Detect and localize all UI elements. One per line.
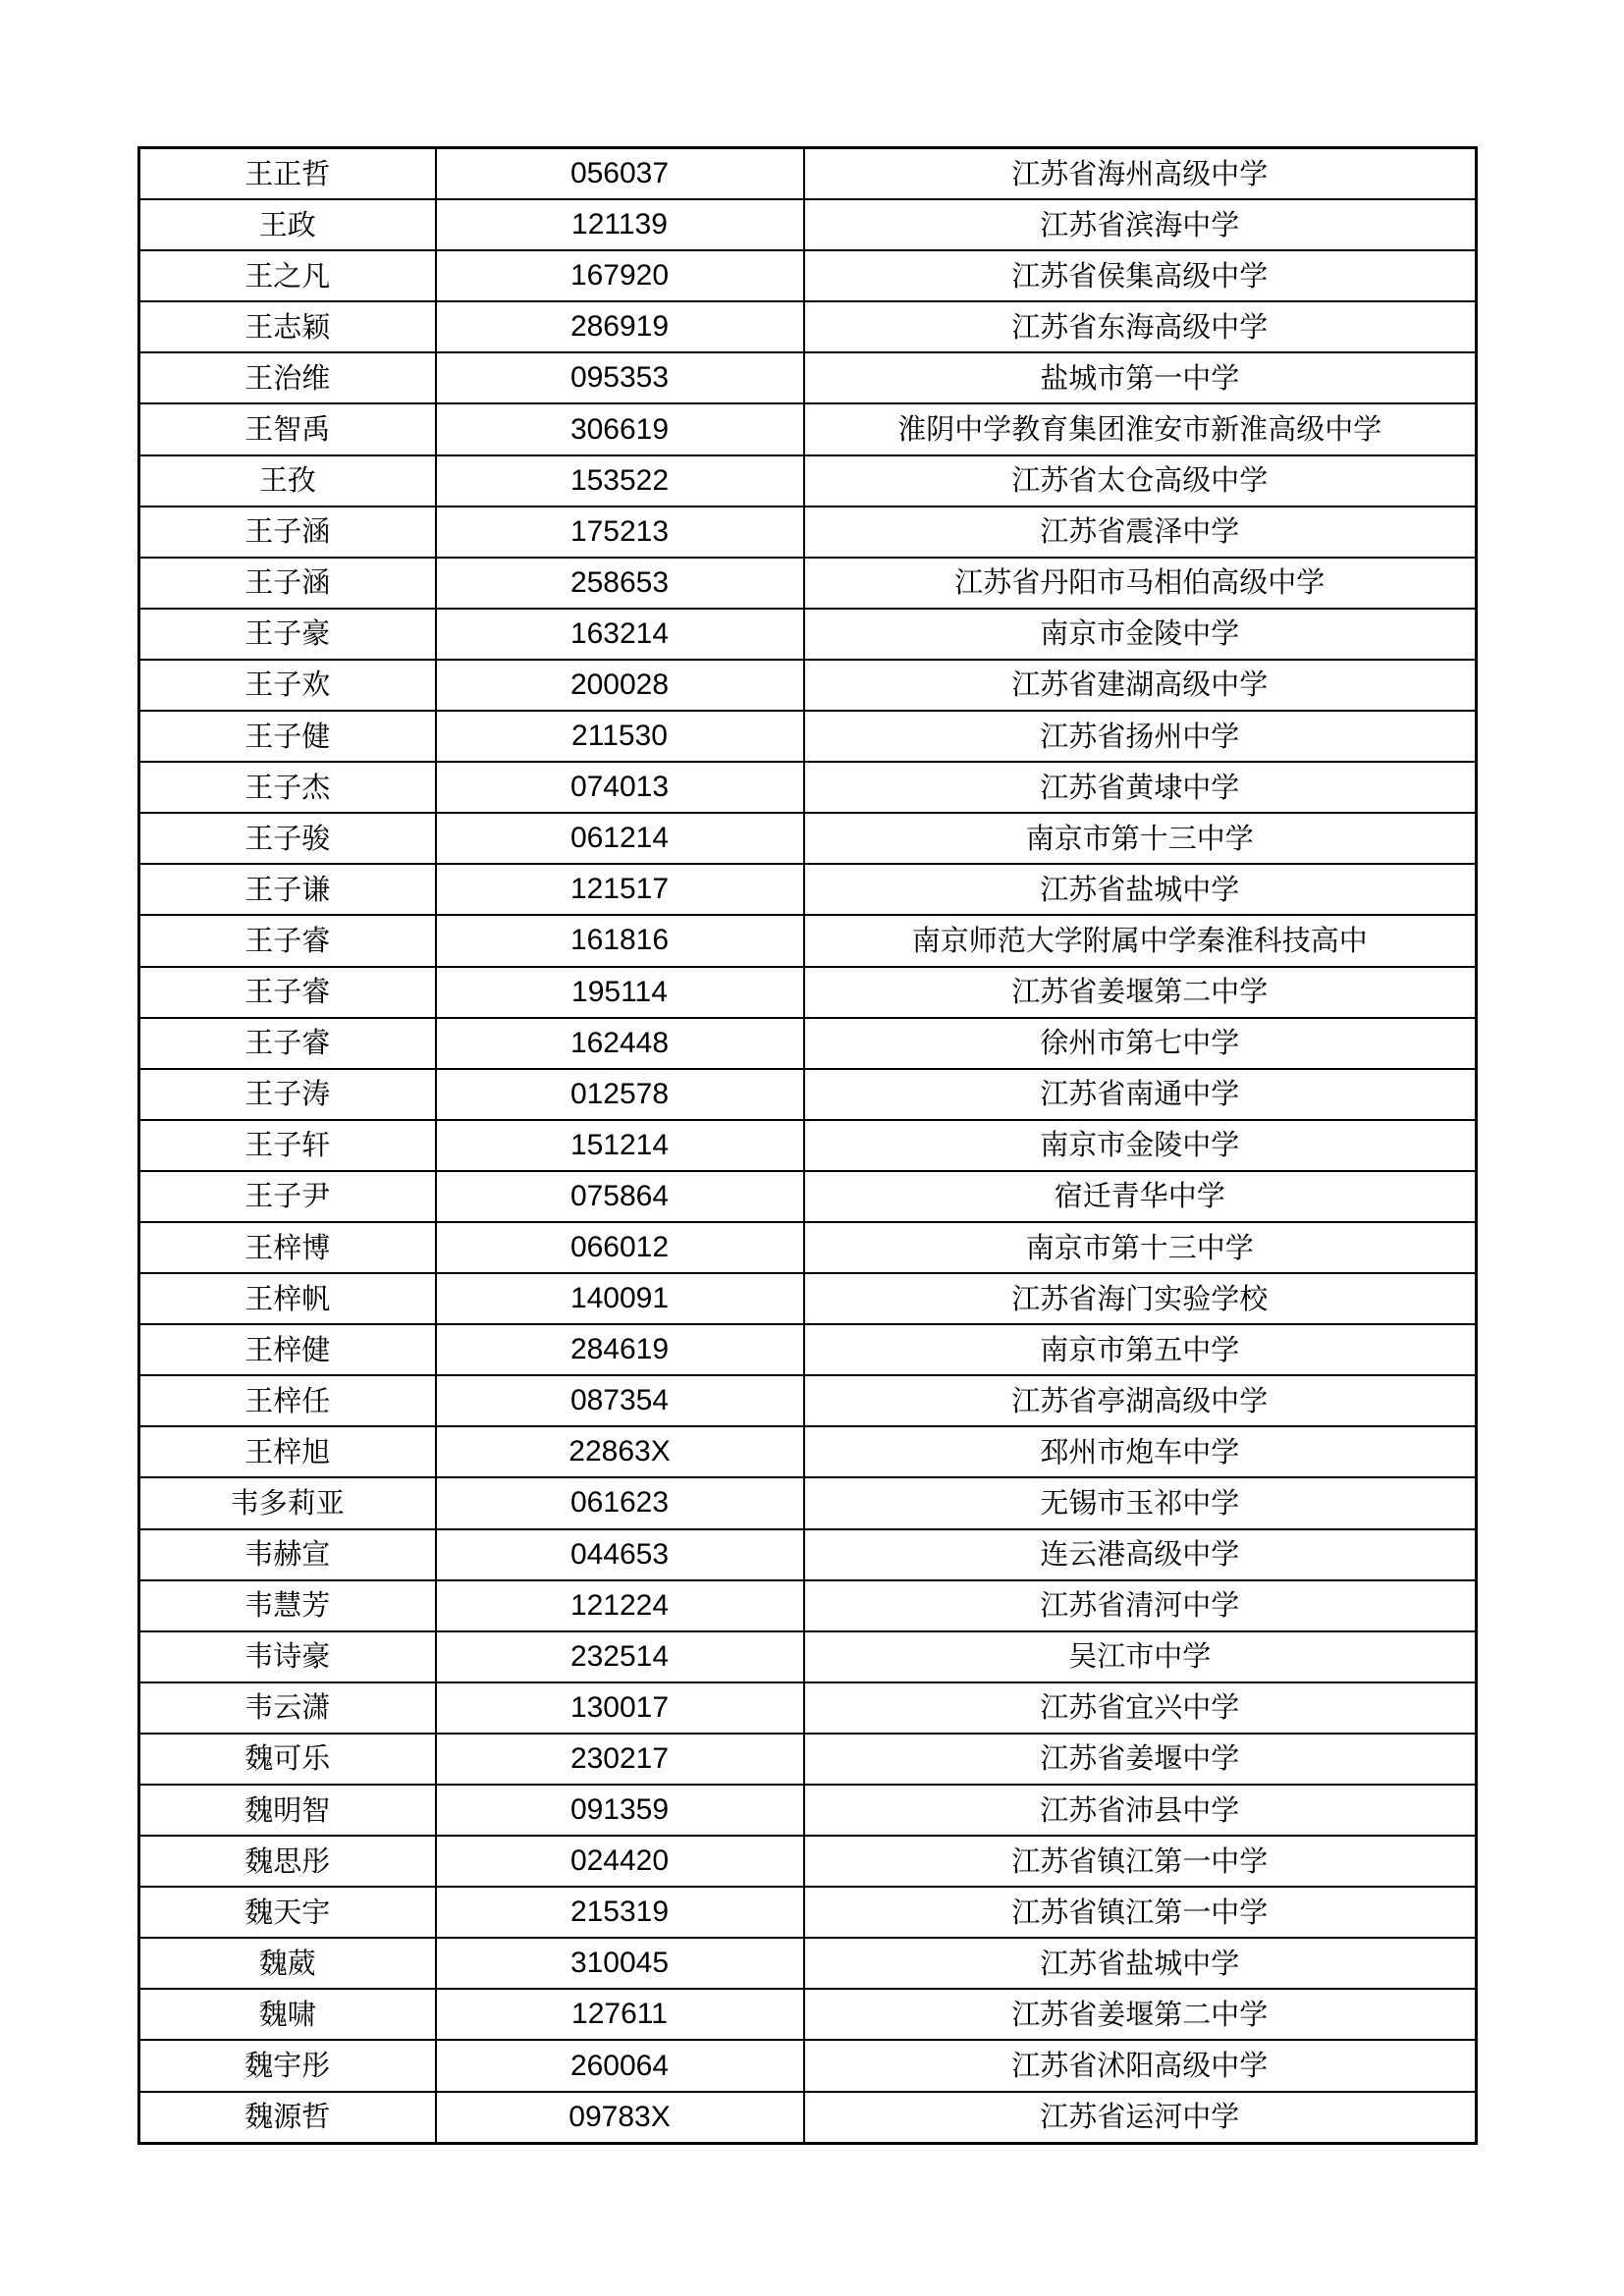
school-name-cell: 江苏省丹阳市马相伯高级中学 — [804, 558, 1477, 609]
student-id-cell: 215319 — [436, 1887, 804, 1938]
student-name-cell: 王之凡 — [139, 250, 436, 301]
student-name-cell: 王子涵 — [139, 507, 436, 558]
table-row — [139, 1375, 1477, 1426]
student-id-cell: 260064 — [436, 2040, 804, 2091]
student-name-cell: 王政 — [139, 199, 436, 250]
table-row — [139, 711, 1477, 762]
student-name-cell: 王志颖 — [139, 301, 436, 352]
school-name-cell: 江苏省盐城中学 — [804, 864, 1477, 915]
student-id-cell: 121224 — [436, 1580, 804, 1631]
school-name-cell: 江苏省姜堰中学 — [804, 1734, 1477, 1785]
table-row — [139, 1989, 1477, 2040]
table-row — [139, 403, 1477, 454]
student-id-cell: 09783X — [436, 2092, 804, 2144]
student-name-cell: 王子涛 — [139, 1069, 436, 1120]
table-row — [139, 148, 1477, 200]
school-name-cell: 江苏省滨海中学 — [804, 199, 1477, 250]
table-row — [139, 455, 1477, 507]
school-name-cell: 江苏省镇江第一中学 — [804, 1836, 1477, 1887]
student-name-cell: 王孜 — [139, 455, 436, 507]
school-name-cell: 江苏省镇江第一中学 — [804, 1887, 1477, 1938]
school-name-cell: 江苏省东海高级中学 — [804, 301, 1477, 352]
roster-body — [139, 148, 1477, 2144]
student-id-cell: 095353 — [436, 352, 804, 403]
student-id-cell: 056037 — [436, 148, 804, 200]
school-name-cell: 江苏省海门实验学校 — [804, 1273, 1477, 1324]
school-name-cell: 邳州市炮车中学 — [804, 1426, 1477, 1477]
student-id-cell: 175213 — [436, 507, 804, 558]
table-row — [139, 1529, 1477, 1580]
table-row — [139, 1785, 1477, 1836]
school-name-cell: 南京师范大学附属中学秦淮科技高中 — [804, 915, 1477, 966]
student-id-cell: 127611 — [436, 1989, 804, 2040]
table-row — [139, 352, 1477, 403]
student-id-cell: 074013 — [436, 762, 804, 813]
table-row — [139, 660, 1477, 711]
school-name-cell: 江苏省黄埭中学 — [804, 762, 1477, 813]
table-row — [139, 967, 1477, 1018]
school-name-cell: 连云港高级中学 — [804, 1529, 1477, 1580]
student-name-cell: 王治维 — [139, 352, 436, 403]
table-row — [139, 1938, 1477, 1989]
table-row — [139, 813, 1477, 864]
student-name-cell: 韦云潇 — [139, 1682, 436, 1734]
student-name-cell: 王子涵 — [139, 558, 436, 609]
student-id-cell: 306619 — [436, 403, 804, 454]
student-id-cell: 200028 — [436, 660, 804, 711]
student-name-cell: 魏思彤 — [139, 1836, 436, 1887]
table-row — [139, 2040, 1477, 2091]
student-name-cell: 王正哲 — [139, 148, 436, 200]
student-id-cell: 012578 — [436, 1069, 804, 1120]
student-name-cell: 王子豪 — [139, 609, 436, 660]
student-name-cell: 魏明智 — [139, 1785, 436, 1836]
school-name-cell: 吴江市中学 — [804, 1631, 1477, 1682]
student-id-cell: 162448 — [436, 1018, 804, 1069]
school-name-cell: 江苏省清河中学 — [804, 1580, 1477, 1631]
school-name-cell: 江苏省亭湖高级中学 — [804, 1375, 1477, 1426]
table-row — [139, 507, 1477, 558]
table-row — [139, 1682, 1477, 1734]
school-name-cell: 南京市金陵中学 — [804, 1120, 1477, 1171]
table-row — [139, 301, 1477, 352]
school-name-cell: 江苏省沛县中学 — [804, 1785, 1477, 1836]
student-id-cell: 310045 — [436, 1938, 804, 1989]
student-name-cell: 王子杰 — [139, 762, 436, 813]
table-row — [139, 199, 1477, 250]
student-name-cell: 魏天宇 — [139, 1887, 436, 1938]
school-name-cell: 南京市金陵中学 — [804, 609, 1477, 660]
table-row — [139, 1887, 1477, 1938]
student-id-cell: 286919 — [436, 301, 804, 352]
school-name-cell: 江苏省宜兴中学 — [804, 1682, 1477, 1734]
student-name-cell: 韦赫宣 — [139, 1529, 436, 1580]
student-id-cell: 024420 — [436, 1836, 804, 1887]
table-row — [139, 1069, 1477, 1120]
student-id-cell: 167920 — [436, 250, 804, 301]
student-id-cell: 163214 — [436, 609, 804, 660]
table-row — [139, 250, 1477, 301]
table-row — [139, 1631, 1477, 1682]
student-name-cell: 王子睿 — [139, 915, 436, 966]
student-name-cell: 王梓帆 — [139, 1273, 436, 1324]
school-name-cell: 宿迁青华中学 — [804, 1171, 1477, 1222]
student-name-cell: 王子轩 — [139, 1120, 436, 1171]
student-name-cell: 韦多莉亚 — [139, 1477, 436, 1528]
student-id-cell: 130017 — [436, 1682, 804, 1734]
student-name-cell: 王子睿 — [139, 967, 436, 1018]
school-name-cell: 江苏省太仓高级中学 — [804, 455, 1477, 507]
table-row — [139, 1120, 1477, 1171]
student-id-cell: 061214 — [436, 813, 804, 864]
school-name-cell: 江苏省南通中学 — [804, 1069, 1477, 1120]
school-name-cell: 江苏省侯集高级中学 — [804, 250, 1477, 301]
student-id-cell: 284619 — [436, 1324, 804, 1375]
student-name-cell: 王梓博 — [139, 1222, 436, 1273]
student-name-cell: 魏葳 — [139, 1938, 436, 1989]
student-name-cell: 王梓健 — [139, 1324, 436, 1375]
student-name-cell: 王子欢 — [139, 660, 436, 711]
school-name-cell: 江苏省扬州中学 — [804, 711, 1477, 762]
table-row — [139, 1273, 1477, 1324]
table-row — [139, 1171, 1477, 1222]
student-id-cell: 075864 — [436, 1171, 804, 1222]
student-name-cell: 魏源哲 — [139, 2092, 436, 2144]
student-id-cell: 151214 — [436, 1120, 804, 1171]
student-id-cell: 091359 — [436, 1785, 804, 1836]
student-id-cell: 195114 — [436, 967, 804, 1018]
school-name-cell: 南京市第十三中学 — [804, 813, 1477, 864]
school-name-cell: 江苏省运河中学 — [804, 2092, 1477, 2144]
student-id-cell: 140091 — [436, 1273, 804, 1324]
table-row — [139, 915, 1477, 966]
table-row — [139, 1836, 1477, 1887]
table-row — [139, 1222, 1477, 1273]
student-name-cell: 王子睿 — [139, 1018, 436, 1069]
school-name-cell: 江苏省海州高级中学 — [804, 148, 1477, 200]
student-id-cell: 066012 — [436, 1222, 804, 1273]
school-name-cell: 江苏省建湖高级中学 — [804, 660, 1477, 711]
student-name-cell: 王子骏 — [139, 813, 436, 864]
student-id-cell: 061623 — [436, 1477, 804, 1528]
table-row — [139, 1426, 1477, 1477]
student-id-cell: 044653 — [436, 1529, 804, 1580]
school-name-cell: 江苏省沭阳高级中学 — [804, 2040, 1477, 2091]
table-row — [139, 609, 1477, 660]
student-name-cell: 魏宇彤 — [139, 2040, 436, 2091]
table-row — [139, 1580, 1477, 1631]
student-name-cell: 魏可乐 — [139, 1734, 436, 1785]
table-row — [139, 762, 1477, 813]
table-row — [139, 1018, 1477, 1069]
student-id-cell: 22863X — [436, 1426, 804, 1477]
table-row — [139, 558, 1477, 609]
student-name-cell: 王梓旭 — [139, 1426, 436, 1477]
student-id-cell: 121139 — [436, 199, 804, 250]
student-id-cell: 232514 — [436, 1631, 804, 1682]
student-name-cell: 韦慧芳 — [139, 1580, 436, 1631]
student-name-cell: 王梓任 — [139, 1375, 436, 1426]
table-row — [139, 864, 1477, 915]
table-row — [139, 1477, 1477, 1528]
school-name-cell: 南京市第五中学 — [804, 1324, 1477, 1375]
student-name-cell: 魏啸 — [139, 1989, 436, 2040]
table-row — [139, 1734, 1477, 1785]
student-id-cell: 211530 — [436, 711, 804, 762]
student-id-cell: 087354 — [436, 1375, 804, 1426]
student-name-cell: 王智禹 — [139, 403, 436, 454]
school-name-cell: 江苏省姜堰第二中学 — [804, 967, 1477, 1018]
table-row — [139, 2092, 1477, 2144]
student-id-cell: 161816 — [436, 915, 804, 966]
school-name-cell: 无锡市玉祁中学 — [804, 1477, 1477, 1528]
student-name-cell: 韦诗豪 — [139, 1631, 436, 1682]
table-row — [139, 1324, 1477, 1375]
student-name-cell: 王子健 — [139, 711, 436, 762]
school-name-cell: 江苏省盐城中学 — [804, 1938, 1477, 1989]
roster-table — [137, 146, 1478, 2145]
student-id-cell: 230217 — [436, 1734, 804, 1785]
school-name-cell: 南京市第十三中学 — [804, 1222, 1477, 1273]
student-id-cell: 153522 — [436, 455, 804, 507]
school-name-cell: 盐城市第一中学 — [804, 352, 1477, 403]
school-name-cell: 江苏省震泽中学 — [804, 507, 1477, 558]
student-id-cell: 258653 — [436, 558, 804, 609]
student-name-cell: 王子谦 — [139, 864, 436, 915]
student-id-cell: 121517 — [436, 864, 804, 915]
student-name-cell: 王子尹 — [139, 1171, 436, 1222]
school-name-cell: 徐州市第七中学 — [804, 1018, 1477, 1069]
school-name-cell: 淮阴中学教育集团淮安市新淮高级中学 — [804, 403, 1477, 454]
school-name-cell: 江苏省姜堰第二中学 — [804, 1989, 1477, 2040]
